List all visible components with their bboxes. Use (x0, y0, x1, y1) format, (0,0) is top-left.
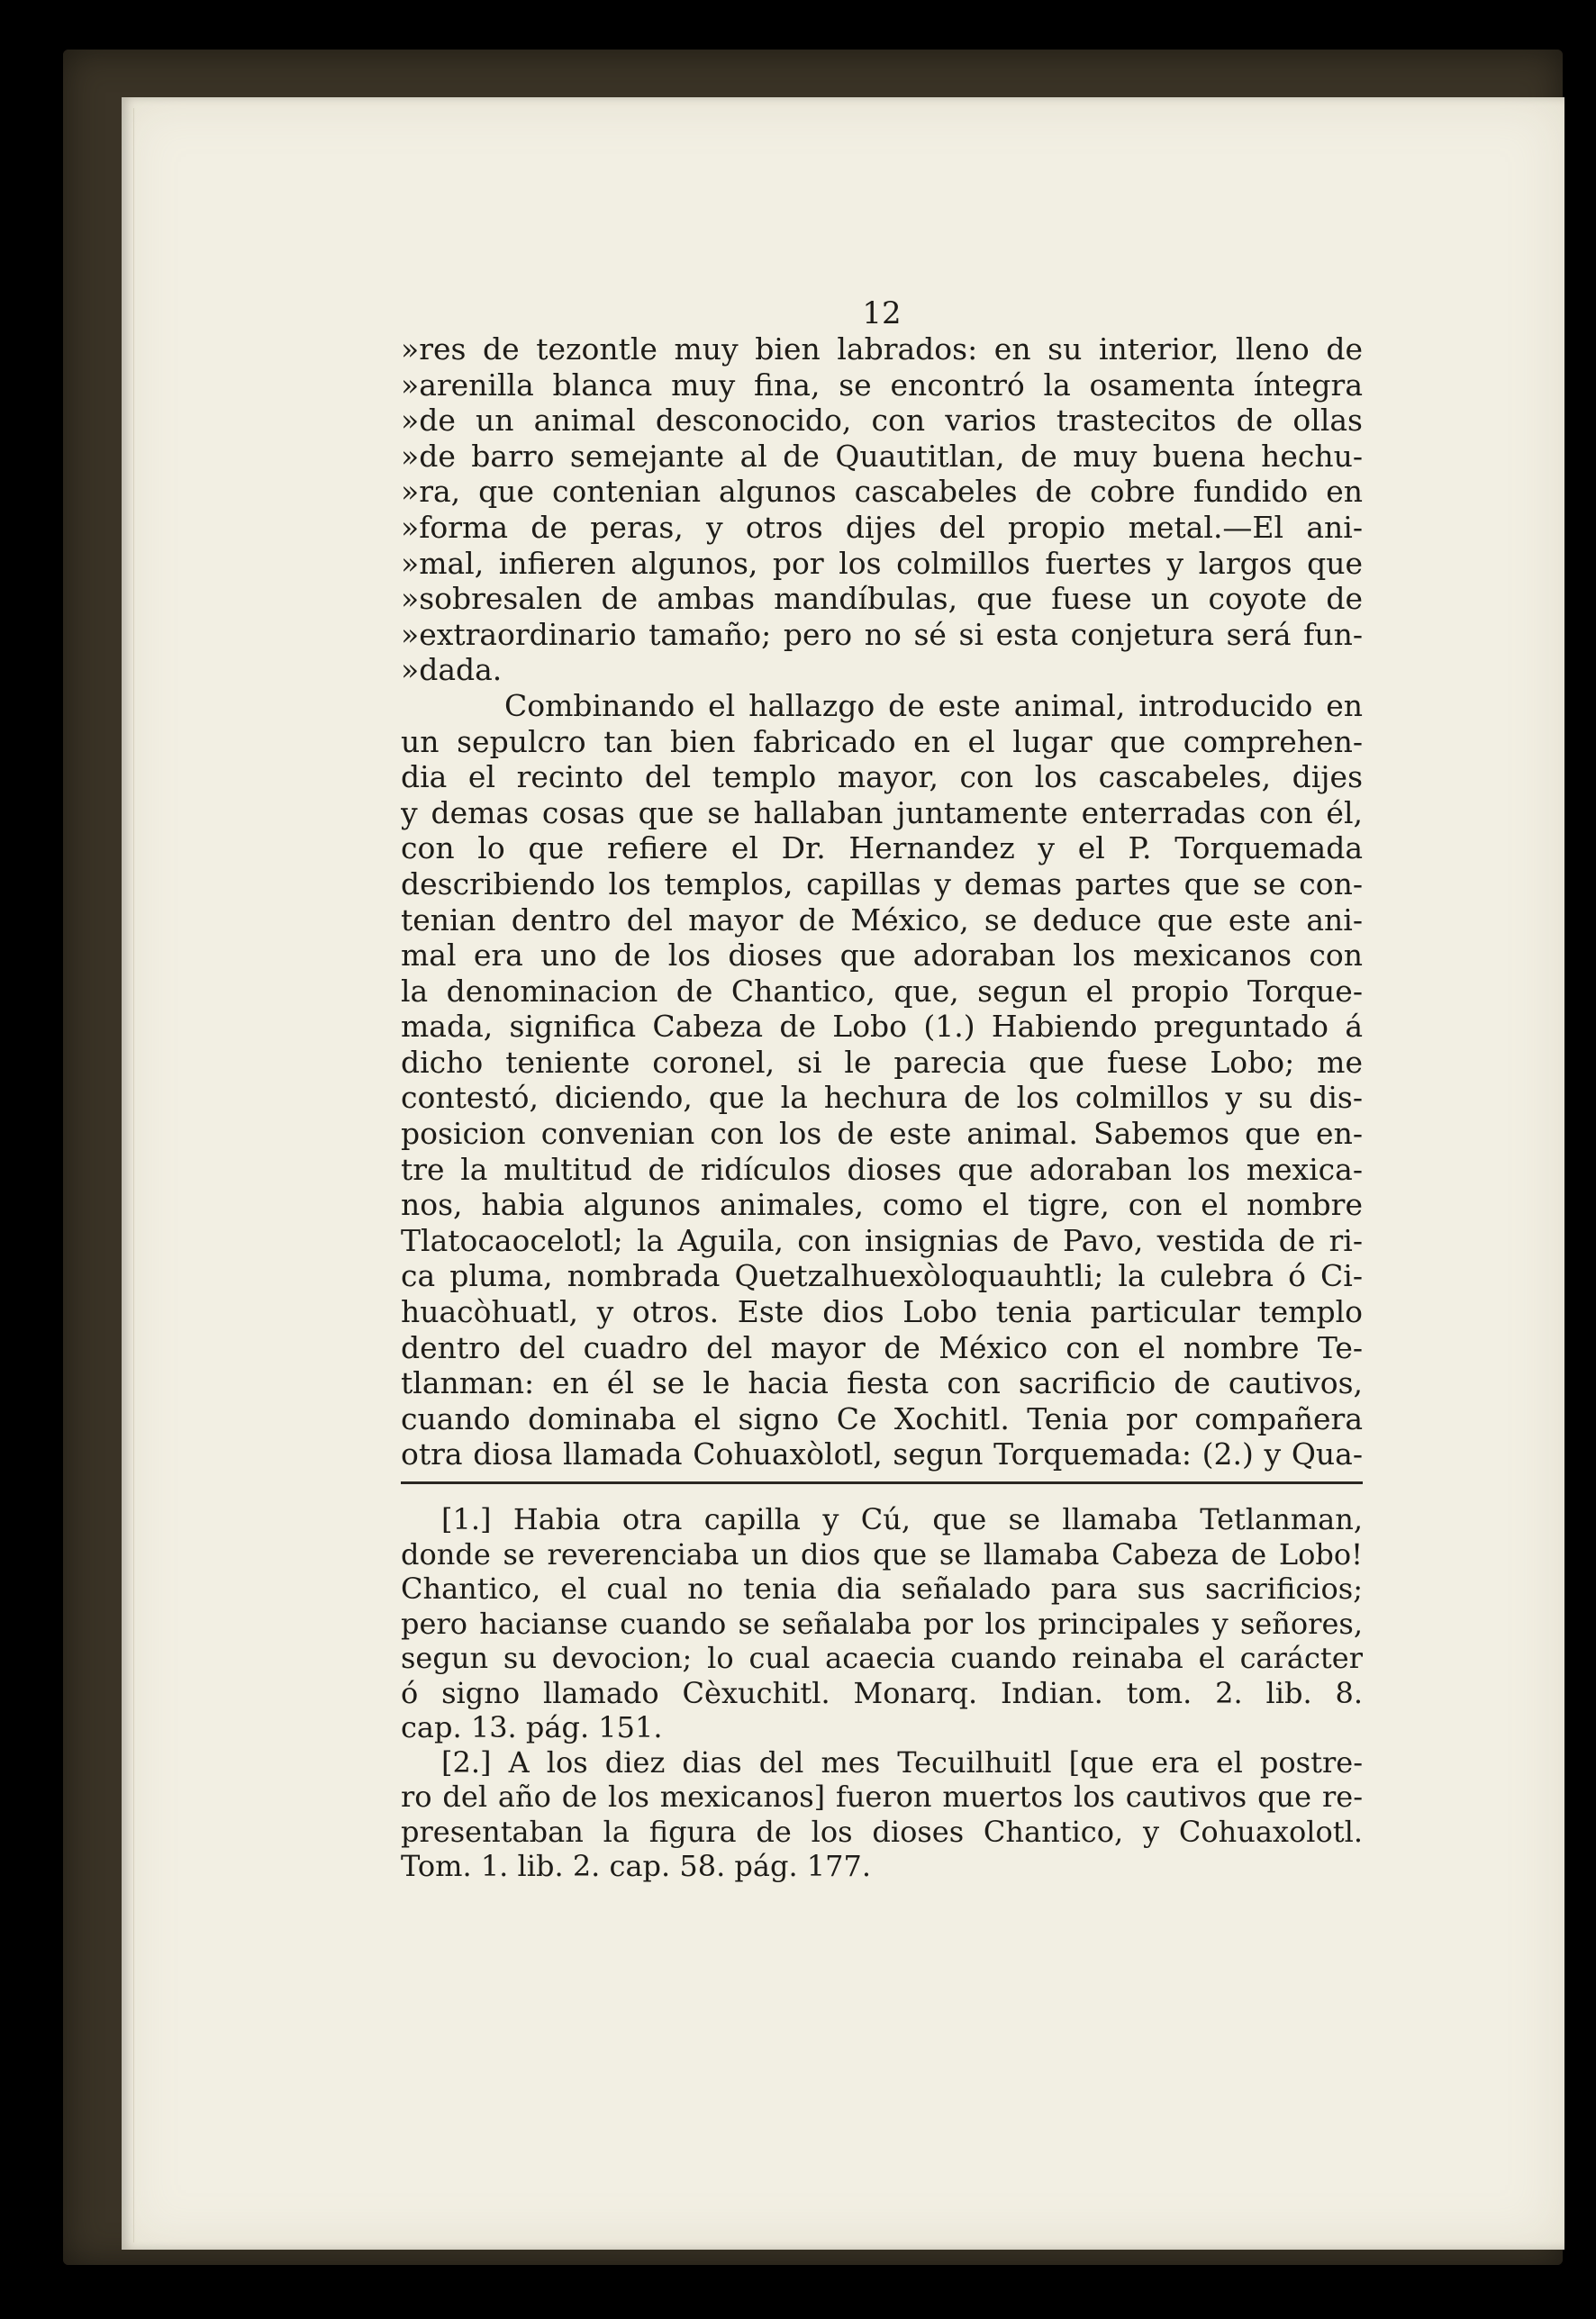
body-line: dicho teniente coronel, si le parecia que fuese Lobo; me (401, 1044, 1363, 1080)
body-line: »ra, que contenian algunos cascabeles de cobre fundido en (401, 474, 1363, 510)
body-line: »extraordinario tamaño; pero no sé si esta conjetura será fun- (401, 616, 1363, 652)
body-line: »sobresalen de ambas mandíbulas, que fuese un coyote de (401, 581, 1363, 617)
body-line: mada, significa Cabeza de Lobo (1.) Habiendo preguntado á (401, 1009, 1363, 1045)
body-line: tre la multitud de ridículos dioses que adoraban los mexica- (401, 1151, 1363, 1187)
page-edge-line (133, 108, 134, 2242)
body-line: »dada. (401, 652, 503, 688)
body-line: »mal, infieren algunos, por los colmillos fuertes y largos que (401, 545, 1363, 581)
body-line: Tlatocaocelotl; la Aguila, con insignias de Pavo, vestida de ri- (401, 1222, 1363, 1258)
footnote-line: ro del año de los mexicanos] fueron muertos los cautivos que re- (401, 1780, 1363, 1814)
body-line: con lo que refiere el Dr. Hernandez y el P. Torquemada (401, 830, 1363, 866)
body-line: otra diosa llamada Cohuaxòlotl, segun Torquemada: (2.) y Qua- (401, 1436, 1363, 1472)
body-line: tenian dentro del mayor de México, se deduce que este ani- (401, 901, 1363, 938)
body-line: »res de tezontle muy bien labrados: en su interior, lleno de (401, 331, 1363, 367)
body-line: nos, habia algunos animales, como el tigre, con el nombre (401, 1187, 1363, 1223)
body-line: huacòhuatl, y otros. Este dios Lobo tenia particular templo (401, 1294, 1363, 1330)
body-text (401, 331, 1363, 1472)
body-line: y demas cosas que se hallaban juntamente enterradas con él, (401, 794, 1363, 830)
body-line: cuando dominaba el signo Ce Xochitl. Tenia por compañera (401, 1400, 1363, 1436)
footnote-line: Tom. 1. lib. 2. cap. 58. pág. 177. (401, 1849, 872, 1883)
body-line: »de barro semejante al de Quautitlan, de muy buena hechu- (401, 438, 1363, 474)
body-line: un sepulcro tan bien fabricado en el lugar que comprehen- (401, 723, 1363, 759)
footnotes (401, 1502, 1363, 1884)
body-line: posicion convenian con los de este animal. Sabemos que en- (401, 1116, 1363, 1152)
body-line: mal era uno de los dioses que adoraban los mexicanos con (401, 938, 1363, 974)
body-line: describiendo los templos, capillas y demas partes que se con- (401, 865, 1363, 901)
footnote-line: cap. 13. pág. 151. (401, 1710, 663, 1744)
body-line: ca pluma, nombrada Quetzalhuexòloquauhtli; la culebra ó Ci- (401, 1258, 1363, 1294)
footnote-line: donde se reverenciaba un dios que se llamaba Cabeza de Lobo! (401, 1536, 1363, 1572)
footnote-line: segun su devocion; lo cual acaecia cuando reinaba el carácter (401, 1641, 1363, 1675)
body-line: dia el recinto del templo mayor, con los cascabeles, dijes (401, 759, 1363, 795)
page-number: 12 (862, 295, 902, 331)
body-line: tlanman: en él se le hacia fiesta con sacrificio de cautivos, (401, 1365, 1363, 1401)
body-line: la denominacion de Chantico, que, segun el propio Torque- (401, 973, 1363, 1009)
footnote-line: Chantico, el cual no tenia dia señalado para sus sacrificios; (401, 1572, 1363, 1606)
footnote-line: presentaban la figura de los dioses Chantico, y Cohuaxolotl. (401, 1814, 1363, 1849)
body-line: contestó, diciendo, que la hechura de los colmillos y su dis- (401, 1080, 1363, 1116)
body-line: »de un animal desconocido, con varios trastecitos de ollas (401, 403, 1363, 439)
footnote-line: pero hacianse cuando se señalaba por los principales y señores, (401, 1606, 1363, 1641)
footnote-line: [2.] A los diez dias del mes Tecuilhuitl [que era el postre- (441, 1744, 1363, 1780)
body-line: dentro del cuadro del mayor de México con el nombre Te- (401, 1329, 1363, 1365)
footnote-line: ó signo llamado Cèxuchitl. Monarq. Indian. tom. 2. lib. 8. (401, 1675, 1363, 1710)
body-line: Combinando el hallazgo de este animal, introducido en (504, 687, 1363, 723)
footnote-line: [1.] Habia otra capilla y Cú, que se llamaba Tetlanman, (441, 1502, 1363, 1536)
text-block (401, 295, 1363, 1884)
body-line: »arenilla blanca muy fina, se encontró la osamenta íntegra (401, 367, 1363, 403)
body-line: »forma de peras, y otros dijes del propio metal.—El ani- (401, 509, 1363, 545)
footnote-rule (401, 1481, 1363, 1484)
